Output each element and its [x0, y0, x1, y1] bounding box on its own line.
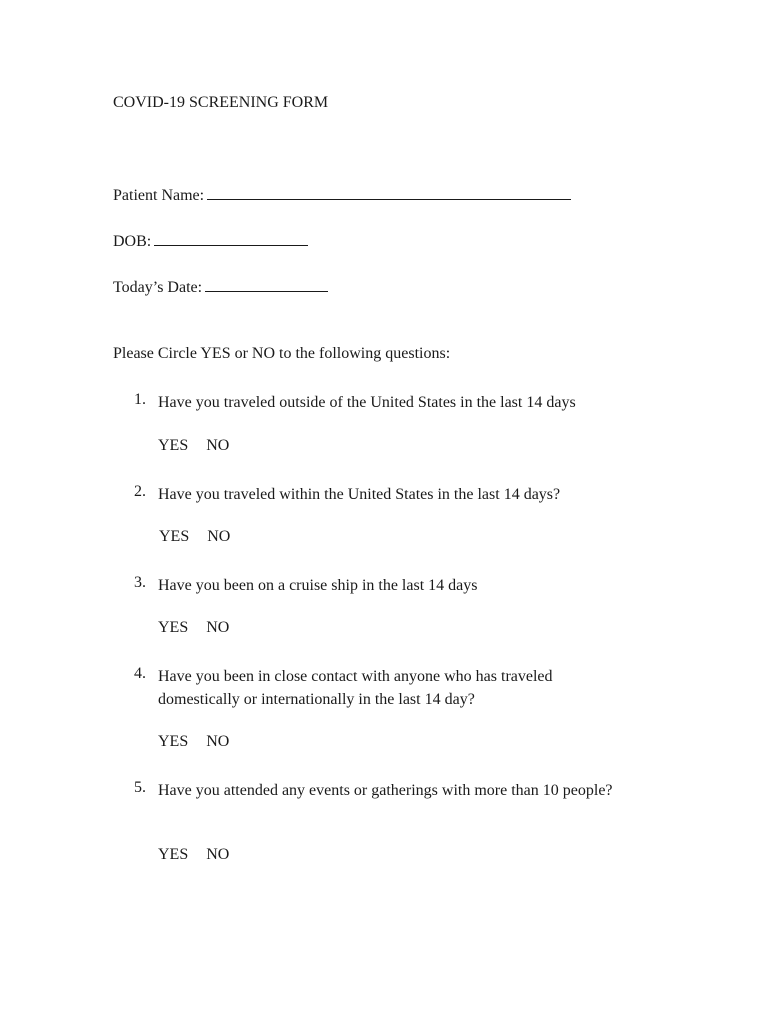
todays-date-label: Today’s Date:: [113, 279, 203, 296]
question-text: Have you attended any events or gatherings with more than 10 people?: [158, 782, 613, 799]
question-number: 3.: [134, 574, 146, 591]
question-number: 2.: [134, 483, 146, 500]
todays-date-field: [113, 277, 328, 297]
answer-options: [158, 619, 229, 637]
question-number: 5.: [134, 779, 146, 796]
patient-name-label: Patient Name:: [113, 187, 205, 204]
yes-option[interactable]: YES: [158, 437, 189, 454]
question-number: 4.: [134, 665, 146, 682]
no-option[interactable]: NO: [206, 733, 230, 750]
answer-options: [158, 846, 229, 864]
dob-label: DOB:: [113, 233, 152, 250]
question-text: Have you been in close contact with anyone who has traveled domestically or internationally in the last 14 day?: [158, 668, 553, 708]
yes-option[interactable]: YES: [158, 619, 189, 636]
patient-name-blank-line[interactable]: [207, 185, 571, 200]
question-text: Have you been on a cruise ship in the last 14 days: [158, 577, 478, 594]
answer-options: [158, 437, 229, 455]
instructions-text: Please Circle YES or NO to the following questions:: [113, 345, 451, 362]
yes-option[interactable]: YES: [158, 733, 189, 750]
yes-option[interactable]: YES: [159, 528, 190, 545]
question-text: Have you traveled within the United States in the last 14 days?: [158, 486, 561, 503]
dob-blank-line[interactable]: [154, 231, 308, 246]
no-option[interactable]: NO: [207, 528, 231, 545]
patient-name-field: [113, 185, 571, 205]
todays-date-blank-line[interactable]: [205, 277, 328, 292]
answer-options: [158, 733, 229, 751]
form-title: COVID-19 SCREENING FORM: [113, 94, 329, 111]
no-option[interactable]: NO: [206, 619, 230, 636]
yes-option[interactable]: YES: [158, 846, 189, 863]
answer-options: [159, 528, 230, 546]
question-number: 1.: [134, 391, 146, 408]
dob-field: [113, 231, 308, 251]
no-option[interactable]: NO: [206, 846, 230, 863]
question-text: Have you traveled outside of the United States in the last 14 days: [158, 394, 576, 411]
no-option[interactable]: NO: [206, 437, 230, 454]
